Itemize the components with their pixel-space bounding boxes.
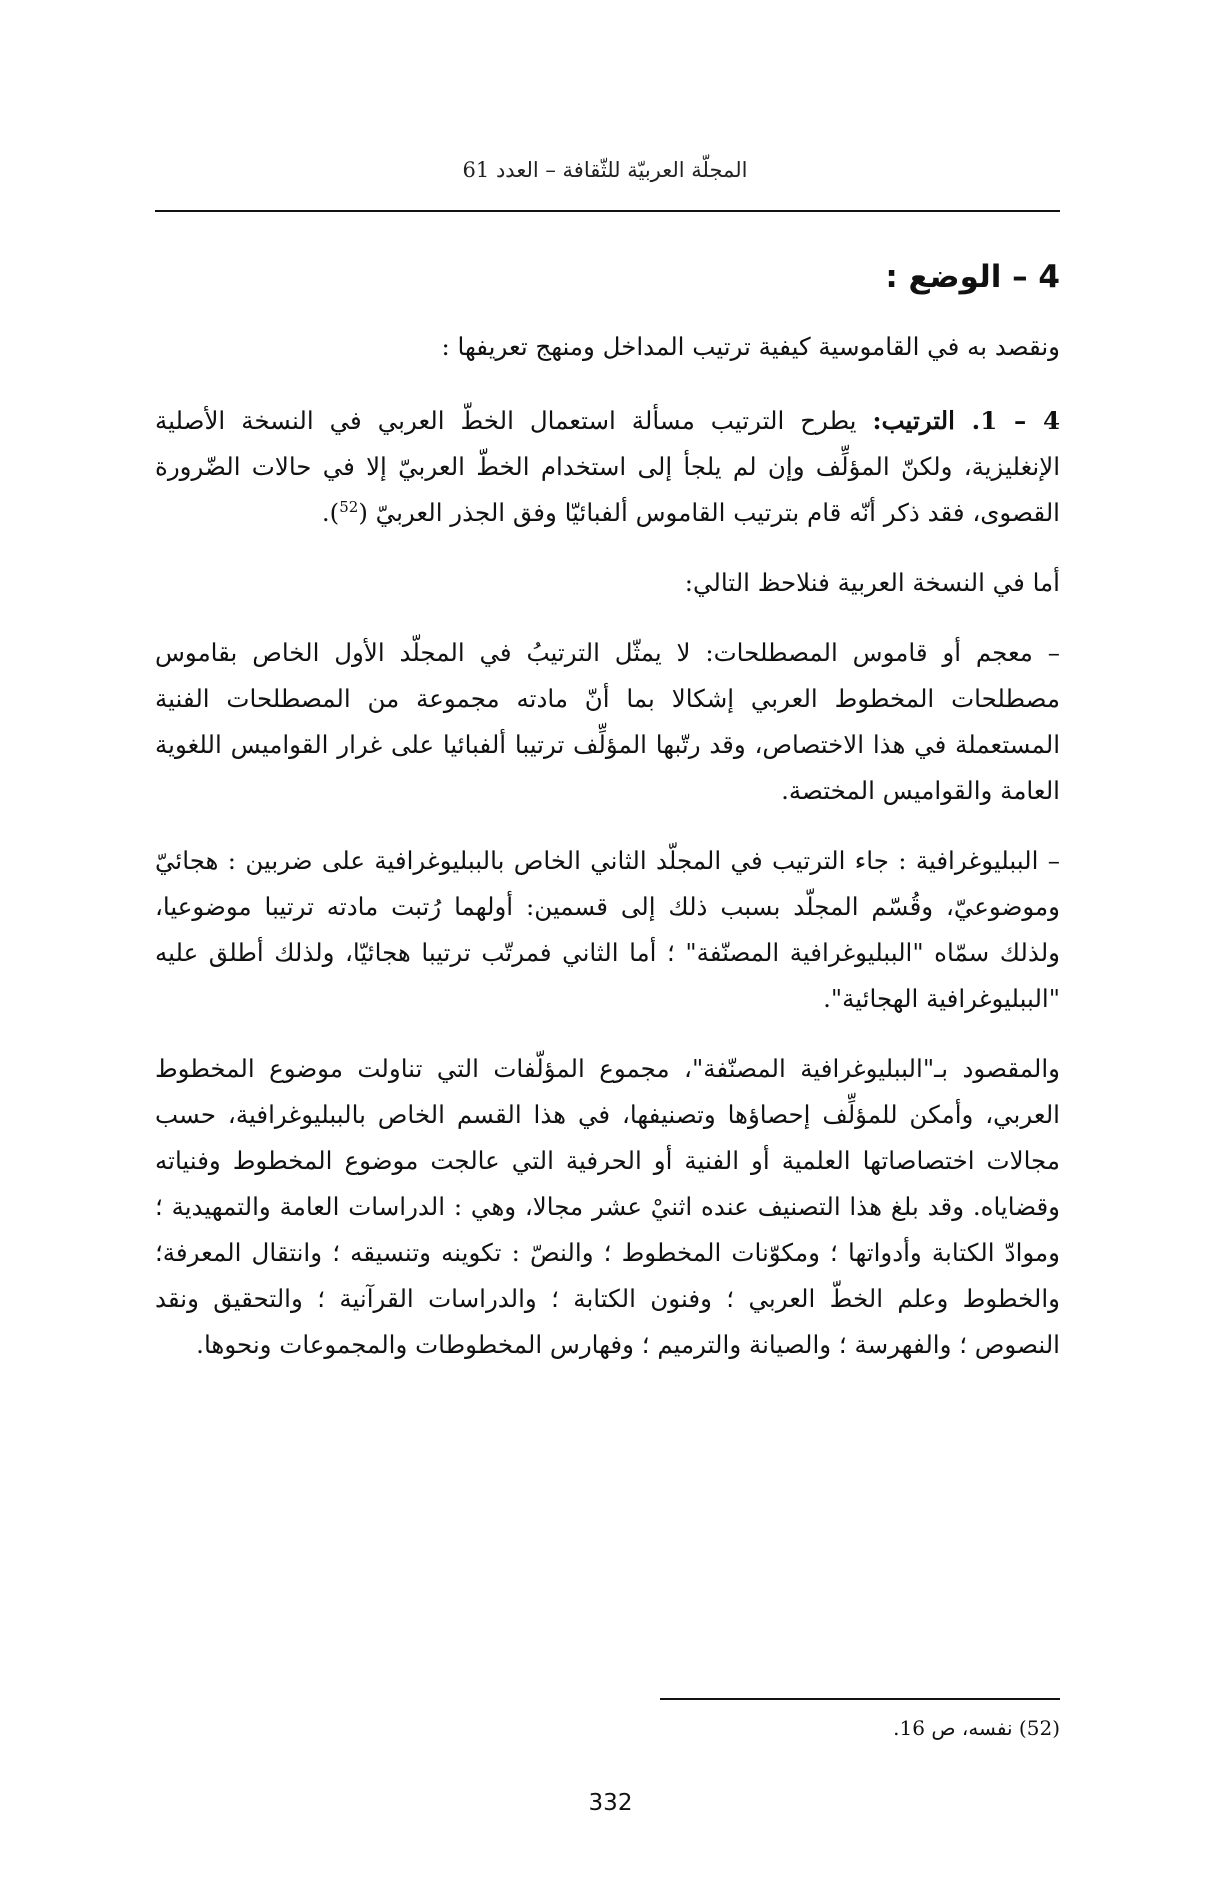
body-text	[155, 240, 1060, 1392]
section-title: 4 – الوضع :	[885, 259, 1060, 295]
page-number: 332	[588, 1790, 633, 1816]
subsection-heading: 4 – 1. الترتيب:	[872, 406, 1060, 435]
paragraph-arabic-edition: أما في النسخة العربية فنلاحظ التالي:	[684, 568, 1060, 597]
paragraph-end: ).	[321, 498, 340, 527]
footnote-reference[interactable]: 52	[339, 497, 359, 516]
header-rule	[155, 210, 1060, 212]
intro-paragraph: ونقصد به في القاموسية كيفية ترتيب المداخل ومنهج تعريفها :	[441, 332, 1060, 361]
paragraph-classified-bibliography: والمقصود بـ"الببليوغرافية المصنّفة"، مجموع المؤلّفات التي تناولت موضوع المخطوط العربي، وأمكن للمؤلِّف إحصاؤها وتصنيفها، في هذا القسم الخاص بالببليوغرافية، حسب مجالات اختصاصاتها العلمية أو الفنية أو الحرفية التي عالجت موضوع المخطوط وفنياته وقضاياه. وقد بلغ هذا التصنيف عنده اثنيْ عشر مجالا، وهي : الدراسات العامة والتمهيدية ؛ وموادّ الكتابة وأدواتها ؛ ومكوّنات المخطوط ؛ والنصّ : تكوينه وتنسيقه ؛ وانتقال المعرفة؛ والخطوط وعلم الخطّ العربي ؛ وفنون الكتابة ؛ والدراسات القرآنية ؛ والتحقيق ونقد النصوص ؛ والفهرسة ؛ والصيانة والترميم ؛ وفهارس المخطوطات والمجموعات ونحوها.	[155, 1054, 1060, 1359]
paragraph-bibliography: – الببليوغرافية : جاء الترتيب في المجلّد الثاني الخاص بالببليوغرافية على ضربين : هجائيّ وموضوعيّ، وقُسّم المجلّد بسبب ذلك إلى قسمين: أولهما رُتبت مادته ترتيبا موضوعيا، ولذلك سمّاه "الببليوغرافية المصنّفة" ؛ أما الثاني فمرتّب ترتيبا هجائيّا، ولذلك أطلق عليه "الببليوغرافية الهجائية".	[155, 846, 1060, 1013]
paragraph-tarteeb	[155, 398, 1060, 536]
paragraph-text: يطرح الترتيب مسألة استعمال الخطّ العربي في النسخة الأصلية الإنغليزية، ولكنّ المؤلِّف وإن لم يلجأ إلى استخدام الخطّ العربيّ إلا في حالات الضّرورة القصوى، فقد ذكر أنّه قام بترتيب القاموس ألفبائيّا وفق الجذر العربيّ (	[155, 406, 1060, 527]
running-header: المجلّة العربيّة للثّقافة – العدد 61	[462, 158, 748, 182]
paragraph-dictionary: – معجم أو قاموس المصطلحات: لا يمثّل الترتيبُ في المجلّد الأول الخاص بقاموس مصطلحات المخطوط العربي إشكالا بما أنّ مادته مجموعة من المصطلحات الفنية المستعملة في هذا الاختصاص، وقد رتّبها المؤلِّف ترتيبا ألفبائيا على غرار القواميس اللغوية العامة والقواميس المختصة.	[155, 638, 1060, 805]
footnote: (52) نفسه، ص 16.	[893, 1716, 1060, 1740]
footnote-rule	[660, 1698, 1060, 1700]
